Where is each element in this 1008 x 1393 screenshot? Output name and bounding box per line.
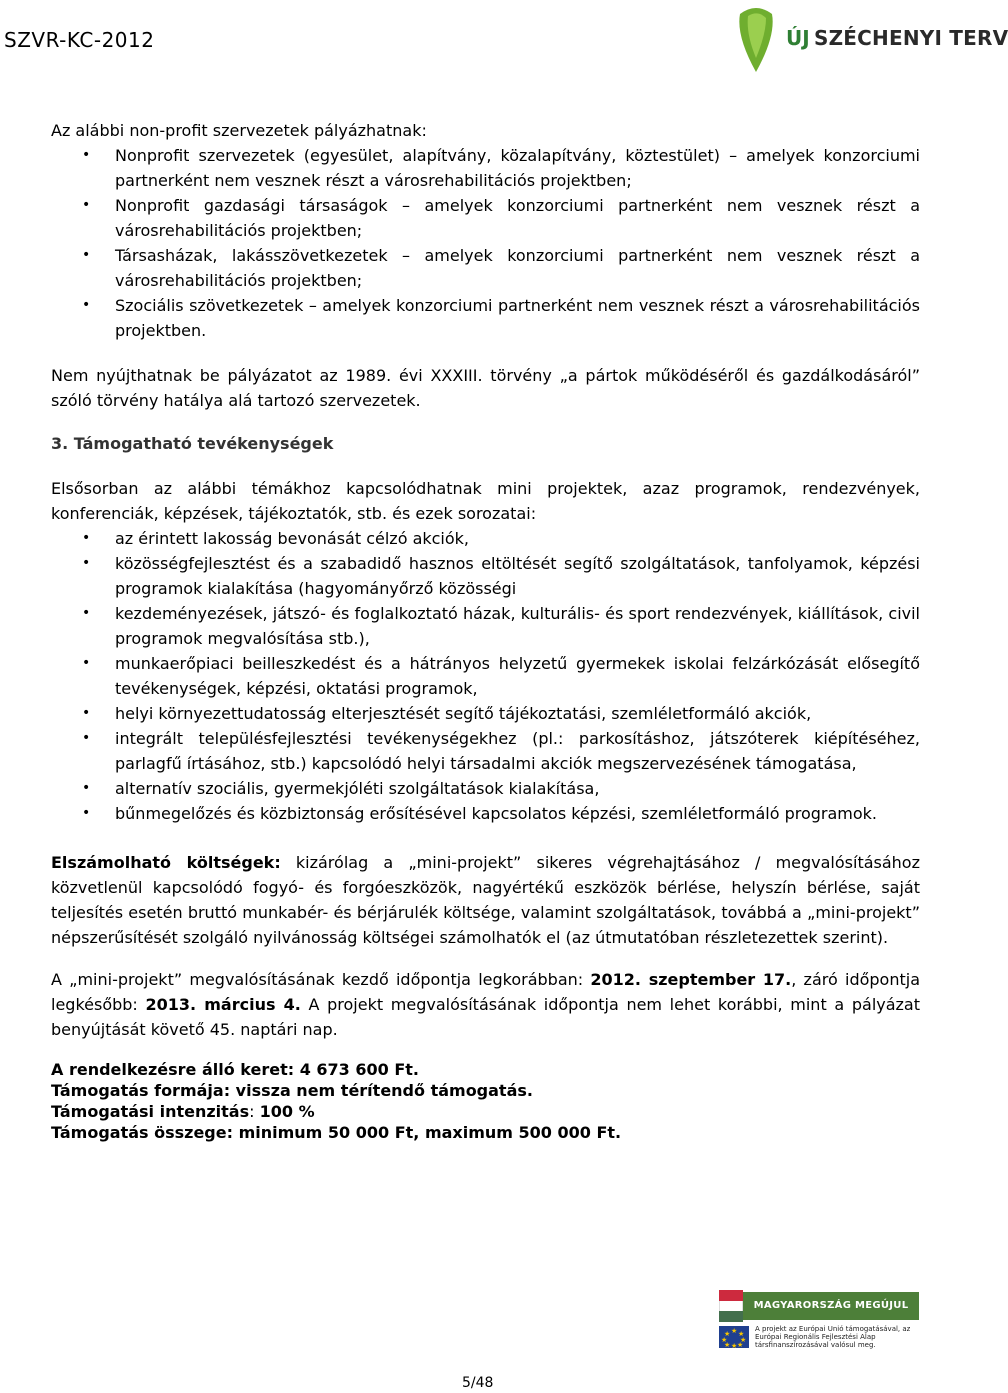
intensity-value: 100 % [259,1102,315,1121]
leaf-logo-icon [734,6,778,78]
list-item: • Szociális szövetkezetek – amelyek konzorciumi partnerként nem vesznek részt a városrehabilitációs projektben. [51,293,920,343]
funding-frame: A rendelkezésre álló keret: 4 673 600 Ft. [51,1060,419,1079]
section-heading: 3. Támogatható tevékenységek [51,434,334,453]
list-item: • integrált településfejlesztési tevékenységekhez (pl.: parkosításhoz, játszóterek kiépítéséhez, parlagfű írtásához, stb.) kapcsolódó helyi társadalmi akciók megszervezésének támogatása, [51,726,920,776]
funding-form: Támogatás formája: vissza nem térítendő támogatás. [51,1081,533,1100]
eu-funding-text: A projekt az Európai Unió támogatásával, az Európai Regionális Fejlesztési Alap társfinanszírozásával valósul meg. [755,1325,911,1349]
eu-funding-badge [719,1290,921,1350]
end-date: 2013. március 4. [145,995,301,1014]
banner-magyarorszag-megujul: MAGYARORSZÁG MEGÚJUL [743,1292,919,1320]
hungarian-flag-icon [719,1290,743,1322]
list-item: • munkaerőpiaci beilleszkedést és a hátrányos helyzetű gyermekek iskolai felzárkózását elősegítő tevékenységek, képzési, oktatási programok, [51,651,920,701]
section-intro: Elsősorban az alábbi témákhoz kapcsolódhatnak mini projektek, azaz programok, rendezvények, konferenciák, képzések, tájékoztatók, stb. és ezek sorozatai: [51,479,920,523]
costs-text: kizárólag a „mini-projekt” sikeres végrehajtásához / megvalósításához közvetlenül kapcsolódó fogyó- és forgóeszközök, nagyértékű eszközök bérlése, helyszín bérlése, saját teljesítés esetén bruttó munkabér- és bérjárulék költsége, valamint szolgáltatások, továbbá a „mini-projekt” népszerűsítését szolgáló nyilvánosság költségei számolhatók el (az útmutatóban részletezettek szerint). [51,853,920,947]
funding-amount: Támogatás összege: minimum 50 000 Ft, maximum 500 000 Ft. [51,1123,622,1142]
logo-uj: ÚJ [786,26,810,50]
document-body [51,118,920,1143]
list-item: • Nonprofit gazdasági társaságok – amelyek konzorciumi partnerként nem vesznek részt a városrehabilitációs projektben; [51,193,920,243]
list-item: • kezdeményezések, játszó- és foglalkoztató házak, kulturális- és sport rendezvények, kiállítások, civil programok megvalósítása stb.), [51,601,920,651]
timing-paragraph [51,967,920,1042]
list-item: • Nonprofit szervezetek (egyesület, alapítvány, közalapítvány, köztestület) – amelyek konzorciumi partnerként nem vesznek részt a városrehabilitációs projektben; [51,143,920,193]
list-item: • alternatív szociális, gyermekjóléti szolgáltatások kialakítása, [51,776,920,801]
list-item: • bűnmegelőzés és közbiztonság erősítésével kapcsolatos képzési, szemléletformáló programok. [51,801,920,826]
timing-text: A „mini-projekt” megvalósításának kezdő időpontja legkorábban: [51,970,591,989]
funding-summary [51,1059,920,1143]
activity-list [51,526,920,826]
funding-intensity [51,1101,920,1122]
eligible-costs-paragraph [51,850,920,950]
list-item: • az érintett lakosság bevonását célzó akciók, [51,526,920,551]
szechenyi-terv-logo [734,6,1008,78]
logo-text: SZÉCHENYI TERV [814,26,1008,50]
list-item: • közösségfejlesztést és a szabadidő hasznos eltöltését segítő szolgáltatások, tanfolyamok, képzési programok kialakítása (hagyományőrző közösségi [51,551,920,601]
start-date: 2012. szeptember 17. [590,970,792,989]
costs-label: Elszámolható költségek: [51,853,281,872]
page-number: 5/48 [462,1375,494,1391]
timing-text: , záró időpontja legkésőbb: [51,970,920,1014]
eligible-list [51,143,920,343]
header-code: SZVR-KC-2012 [4,28,155,52]
list-item: • Társasházak, lakásszövetkezetek – amelyek konzorciumi partnerként nem vesznek részt a városrehabilitációs projektben; [51,243,920,293]
intensity-label: Támogatási intenzitás [51,1102,250,1121]
intensity-separator: : [249,1102,260,1121]
eu-flag-icon: ★ ★ ★ ★ ★ ★ ★ ★ [719,1326,749,1348]
timing-text: A projekt megvalósításának időpontja nem lehet korábbi, mint a pályázat benyújtását követő 45. naptári nap. [51,995,921,1039]
exclusion-paragraph: Nem nyújthatnak be pályázatot az 1989. évi XXXIII. törvény „a pártok működéséről és gazdálkodásáról” szóló törvény hatálya alá tartozó szervezetek. [51,366,920,410]
eligible-intro: Az alábbi non-profit szervezetek pályázhatnak: [51,121,427,140]
list-item: • helyi környezettudatosság elterjesztését segítő tájékoztatási, szemléletformáló akciók, [51,701,920,726]
